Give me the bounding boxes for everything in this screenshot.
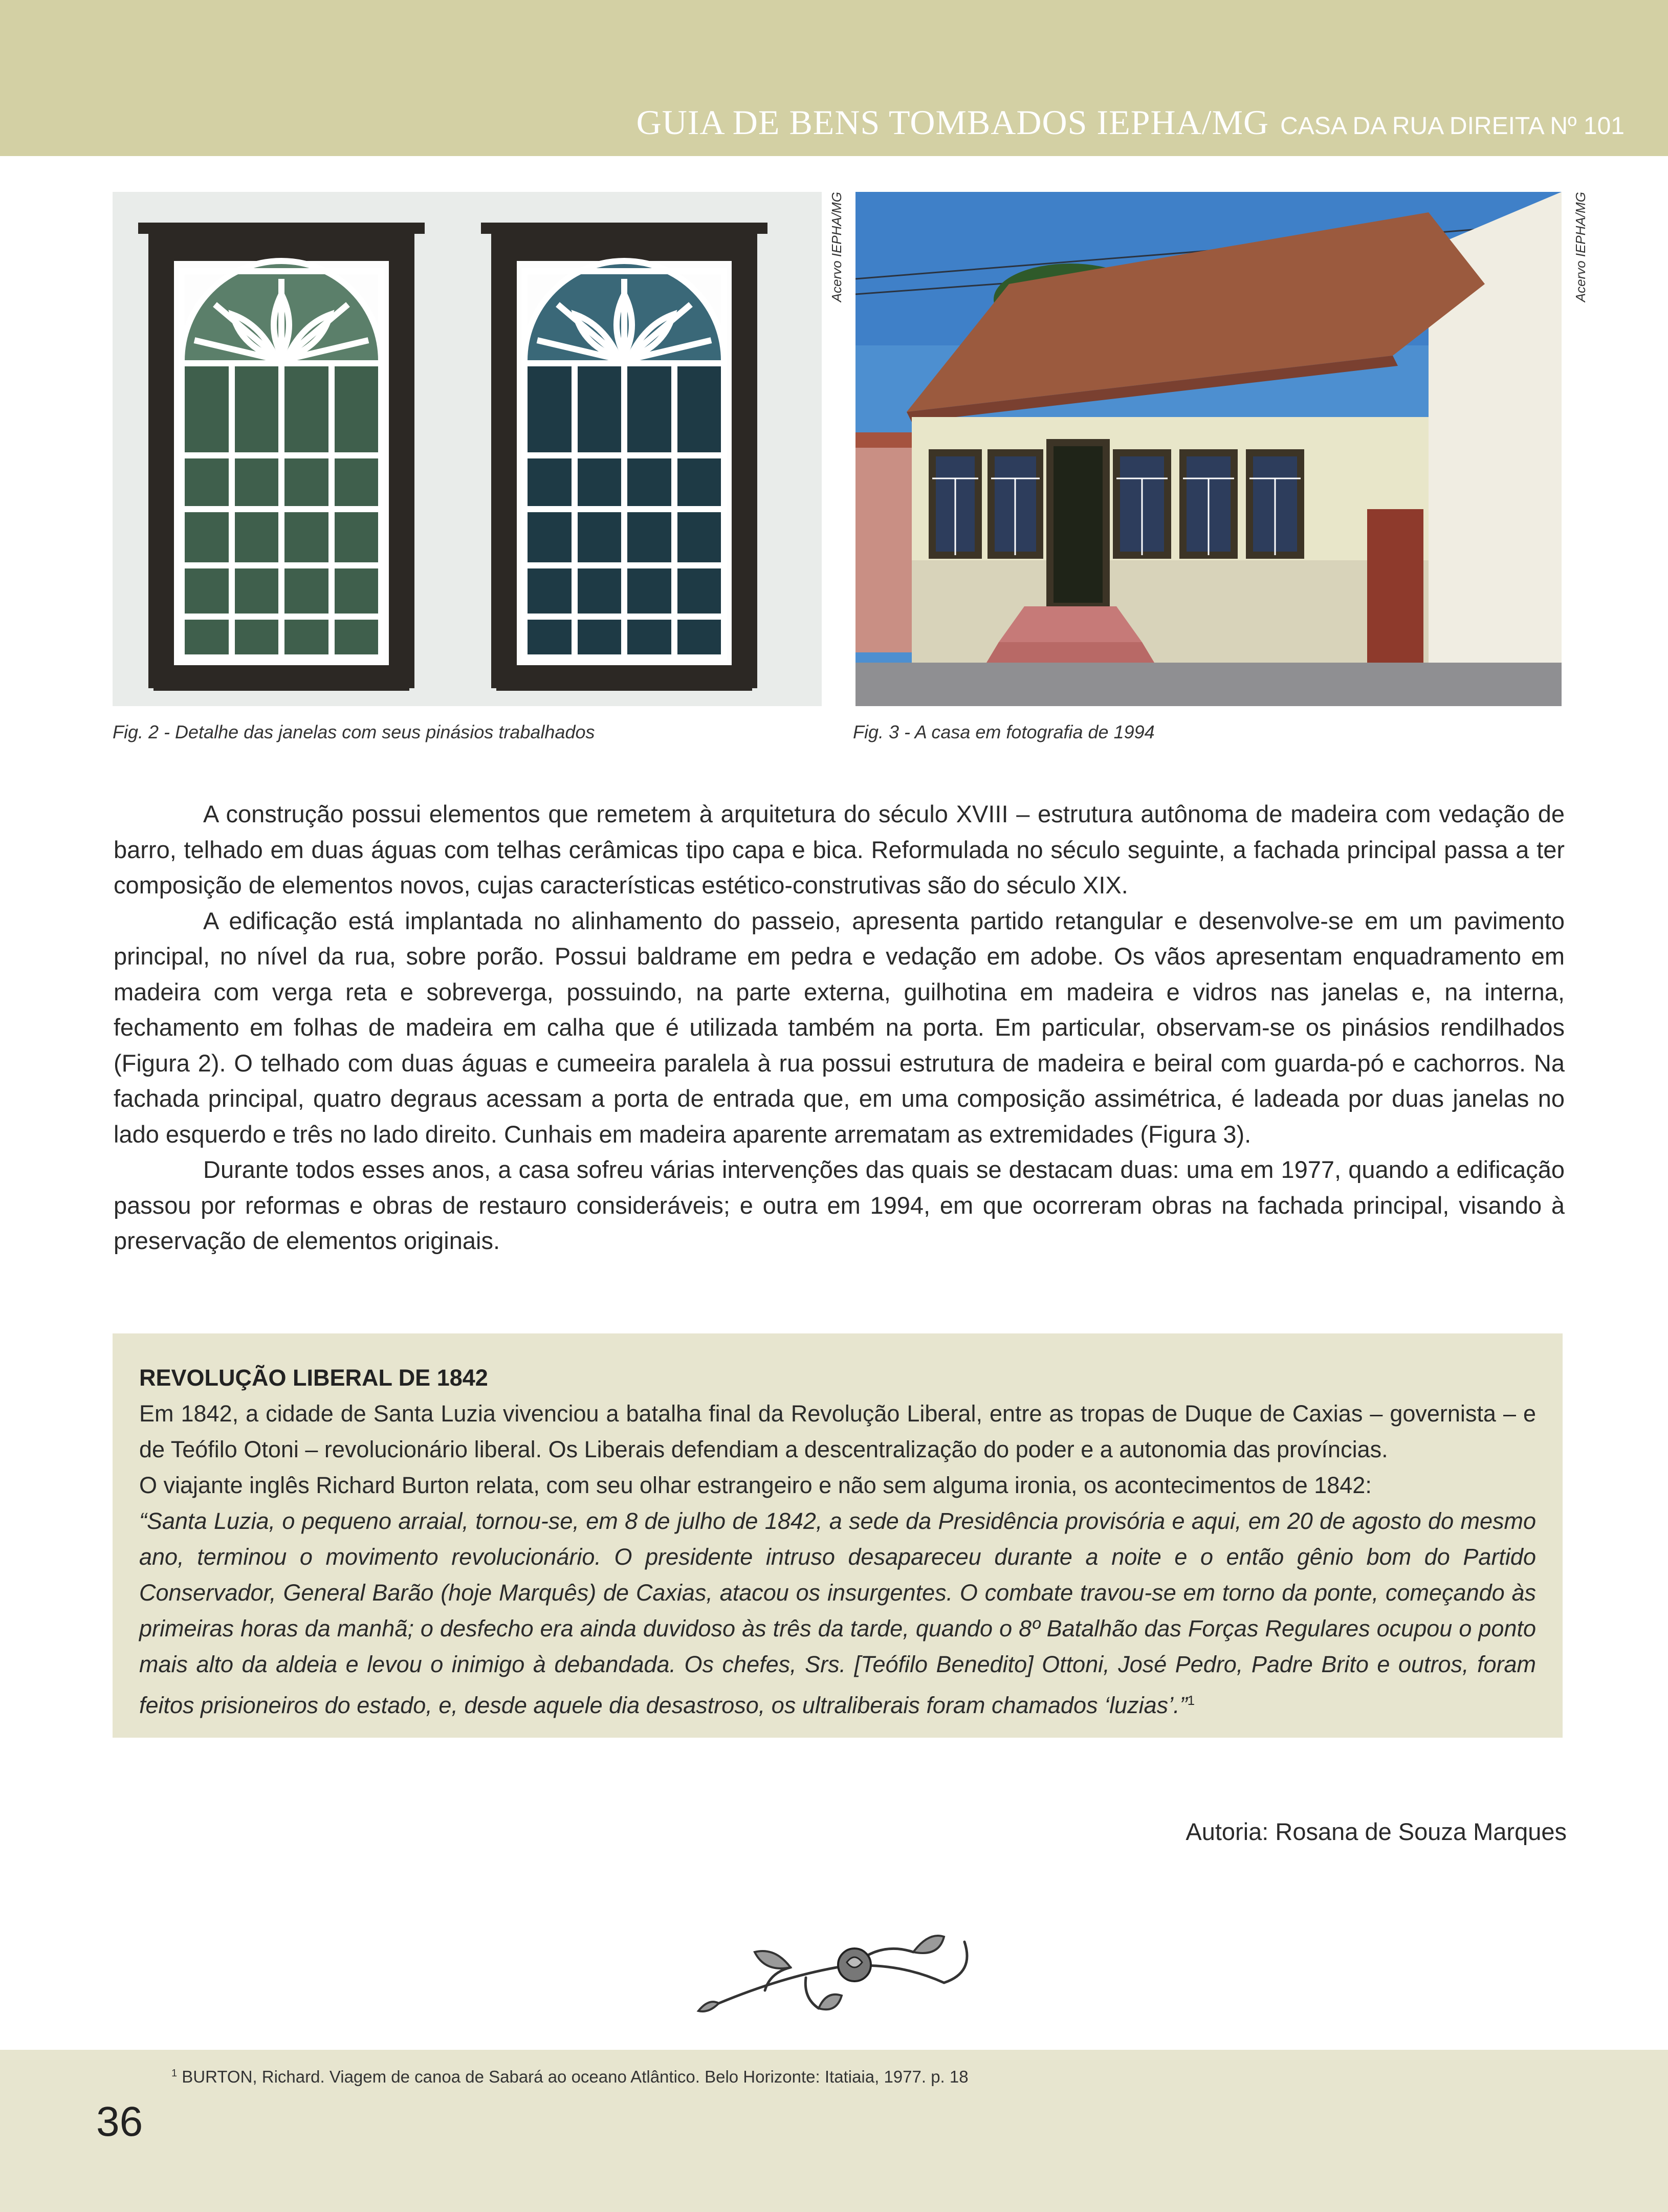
header-title (637, 102, 1625, 143)
box-title: REVOLUÇÃO LIBERAL DE 1842 (139, 1365, 488, 1391)
page-number: 36 (96, 2098, 143, 2145)
box-paragraph: Em 1842, a cidade de Santa Luzia vivenciou a batalha final da Revolução Liberal, entre as tropas de Duque de Caxias – governista – e de Teófilo Otoni – revolucionário liberal. Os Liberais defendiam a descentralização do poder e a autonomia das províncias. (139, 1400, 1536, 1462)
figure-3-credit: Acervo IEPHA/MG (1573, 192, 1588, 302)
footnote-text: BURTON, Richard. Viagem de canoa de Sabará ao oceano Atlântico. Belo Horizonte: Itatiaia, 1977. p. 18 (182, 2067, 969, 2086)
footnote (171, 2067, 969, 2087)
figure-2-caption: Fig. 2 - Detalhe das janelas com seus pinásios trabalhados (113, 721, 595, 742)
box-paragraph: O viajante inglês Richard Burton relata, com seu olhar estrangeiro e não sem alguma ironia, os acontecimentos de 1842: (139, 1472, 1372, 1498)
box-text (139, 1396, 1536, 1723)
footnote-mark: 1 (171, 2068, 178, 2079)
body-paragraph: Durante todos esses anos, a casa sofreu várias intervenções das quais se destacam duas: uma em 1977, quando a edificação passou por reformas e obras de restauro consideráveis; e outra em 1994, em que ocorreram obras na fachada principal, visando à preservação de elementos originais. (114, 1156, 1565, 1254)
body-paragraph: A edificação está implantada no alinhamento do passeio, apresenta partido retangular e desenvolve-se em um pavimento principal, no nível da rua, sobre porão. Possui baldrame em pedra e vedação em adobe. Os vãos apresentam enquadramento em madeira com verga reta e sobreverga, possuindo, na parte externa, guilhotina em madeira e vidros nas janelas e, na interna, fechamento em folhas de madeira em calha que é utilizada também na porta. Em particular, observam-se os pinásios rendilhados (Figura 2). O telhado com duas águas e cumeeira paralela à rua possui estrutura de madeira e beiral com guarda-pó e cachorros. Na fachada principal, quatro degraus acessam a porta de entrada que, em uma composição assimétrica, é ladeada por duas janelas no lado esquerdo e três no lado direito. Cunhais em madeira aparente arrematam as extremidades (Figura 3). (114, 907, 1565, 1148)
figure-2-credit: Acervo IEPHA/MG (829, 192, 844, 302)
quote-text: “Santa Luzia, o pequeno arraial, tornou-se, em 8 de julho de 1842, a sede da Presidência provisória e aqui, em 20 de agosto do mesmo ano, terminou o movimento revolucionário. O presidente intruso desapareceu durante a noite e o então gênio bom do Partido Conservador, General Barão (hoje Marquês) de Caxias, atacou os insurgentes. O combate travou-se em torno da ponte, começando às primeiras horas da manhã; o desfecho era ainda duvidoso às três da tarde, quando o 8º Batalhão das Forças Regulares ocupou o ponto mais alto da aldeia e levou o inimigo à debandada. Os chefes, Srs. [Teófilo Benedito] Ottoni, José Pedro, Padre Brito e outros, foram feitos prisioneiros do estado, e, desde aquele dia desastroso, os ultraliberais foram chamados ‘luzias’.” (139, 1508, 1536, 1718)
body-text (114, 796, 1565, 1259)
figure-3-caption: Fig. 3 - A casa em fotografia de 1994 (853, 721, 1155, 742)
figure-2-windows-photo (113, 192, 822, 706)
burton-quote (139, 1503, 1536, 1723)
author-credit: Autoria: Rosana de Souza Marques (1186, 1818, 1567, 1845)
footnote-reference[interactable]: 1 (1187, 1693, 1195, 1708)
figure-3-house-photo (855, 192, 1562, 706)
guide-title: GUIA DE BENS TOMBADOS IEPHA/MG (636, 103, 1269, 142)
body-paragraph: A construção possui elementos que remetem à arquitetura do século XVIII – estrutura autônoma de madeira com vedação de barro, telhado em duas águas com telhas cerâmicas tipo capa e bica. Reformulada no século seguinte, a fachada principal passa a ter composição de elementos novos, cujas características estético-construtivas são do século XIX. (114, 800, 1565, 899)
property-title: CASA DA RUA DIREITA Nº 101 (1280, 113, 1625, 140)
revolution-box (113, 1333, 1563, 1738)
rose-ornament-icon (688, 1911, 990, 2026)
